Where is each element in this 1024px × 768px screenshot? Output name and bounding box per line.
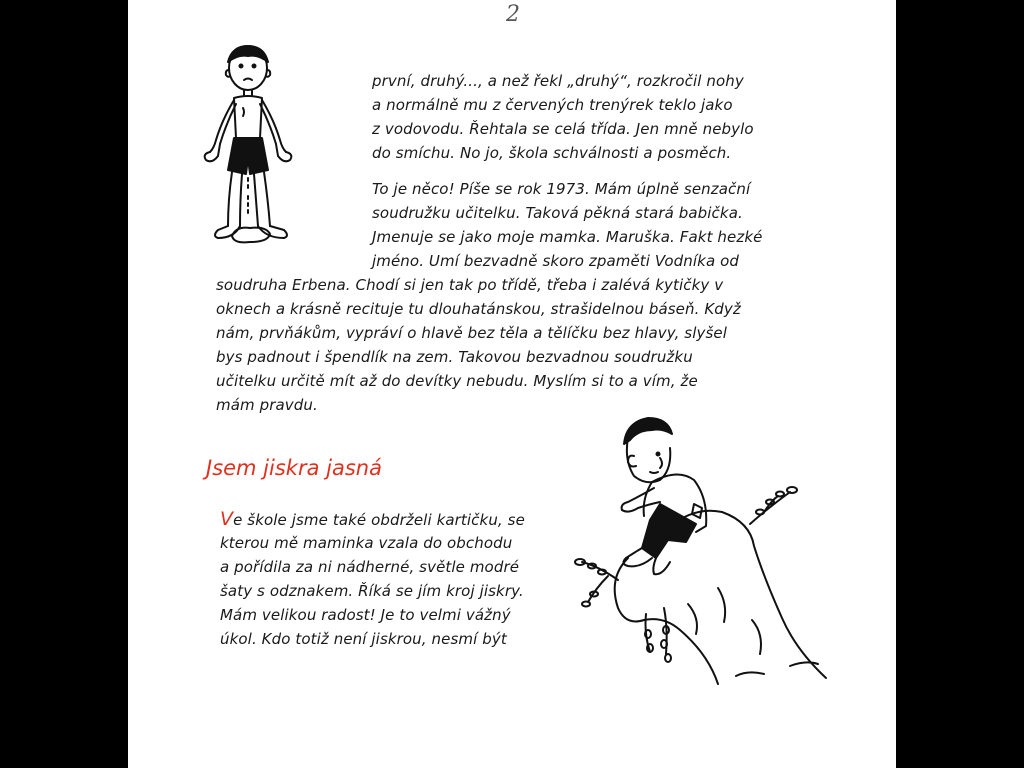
paragraph-2-line: Jmenuje se jako moje mamka. Maruška. Fakt hezké <box>372 228 763 246</box>
paragraph-1-line: do smíchu. No jo, škola schválnosti a posměch. <box>372 144 732 162</box>
drop-cap: V <box>220 508 234 530</box>
boy-on-stump-illustration <box>568 408 858 698</box>
paragraph-1-line: první, druhý..., a než řekl „druhý“, rozkročil nohy <box>372 72 744 90</box>
paragraph-2-line: soudružku učitelku. Taková pěkná stará babička. <box>372 204 743 222</box>
section-heading: Jsem jiskra jasná <box>206 456 382 480</box>
section-line: Mám velikou radost! Je to velmi vážný <box>220 606 511 624</box>
boy-standing-illustration <box>188 40 318 255</box>
section-line-first <box>220 508 525 530</box>
paragraph-2-line: mám pravdu. <box>216 396 318 414</box>
paragraph-2-line: učitelku určitě mít až do devítky nebudu. Myslím si to a vím, že <box>216 372 698 390</box>
section-line: kterou mě maminka vzala do obchodu <box>220 534 513 552</box>
paragraph-2-line: To je něco! Píše se rok 1973. Mám úplně senzační <box>372 180 751 198</box>
section-line: šaty s odznakem. Říká se jím kroj jiskry. <box>220 582 524 600</box>
book-page <box>128 0 896 768</box>
paragraph-2-line: bys padnout i špendlík na zem. Takovou bezvadnou soudružku <box>216 348 693 366</box>
page-number: 2 <box>506 2 520 27</box>
paragraph-2-line: jméno. Umí bezvadně skoro zpaměti Vodníka od <box>372 252 740 270</box>
paragraph-1-line: a normálně mu z červených trenýrek teklo jako <box>372 96 733 114</box>
section-line: úkol. Kdo totiž není jiskrou, nesmí být <box>220 630 507 648</box>
paragraph-2-line: nám, prvňákům, vypráví o hlavě bez těla a tělíčku bez hlavy, slyšel <box>216 324 727 342</box>
paragraph-1-line: z vodovodu. Řehtala se celá třída. Jen mně nebylo <box>372 120 754 138</box>
section-line: a pořídila za ni nádherné, světle modré <box>220 558 520 576</box>
first-line-text: e škole jsme také obdrželi kartičku, se <box>233 511 525 529</box>
paragraph-2-line: oknech a krásně recituje tu dlouhatánskou, strašidelnou báseň. Když <box>216 300 741 318</box>
paragraph-2-line: soudruha Erbena. Chodí si jen tak po třídě, třeba i zalévá kytičky v <box>216 276 724 294</box>
